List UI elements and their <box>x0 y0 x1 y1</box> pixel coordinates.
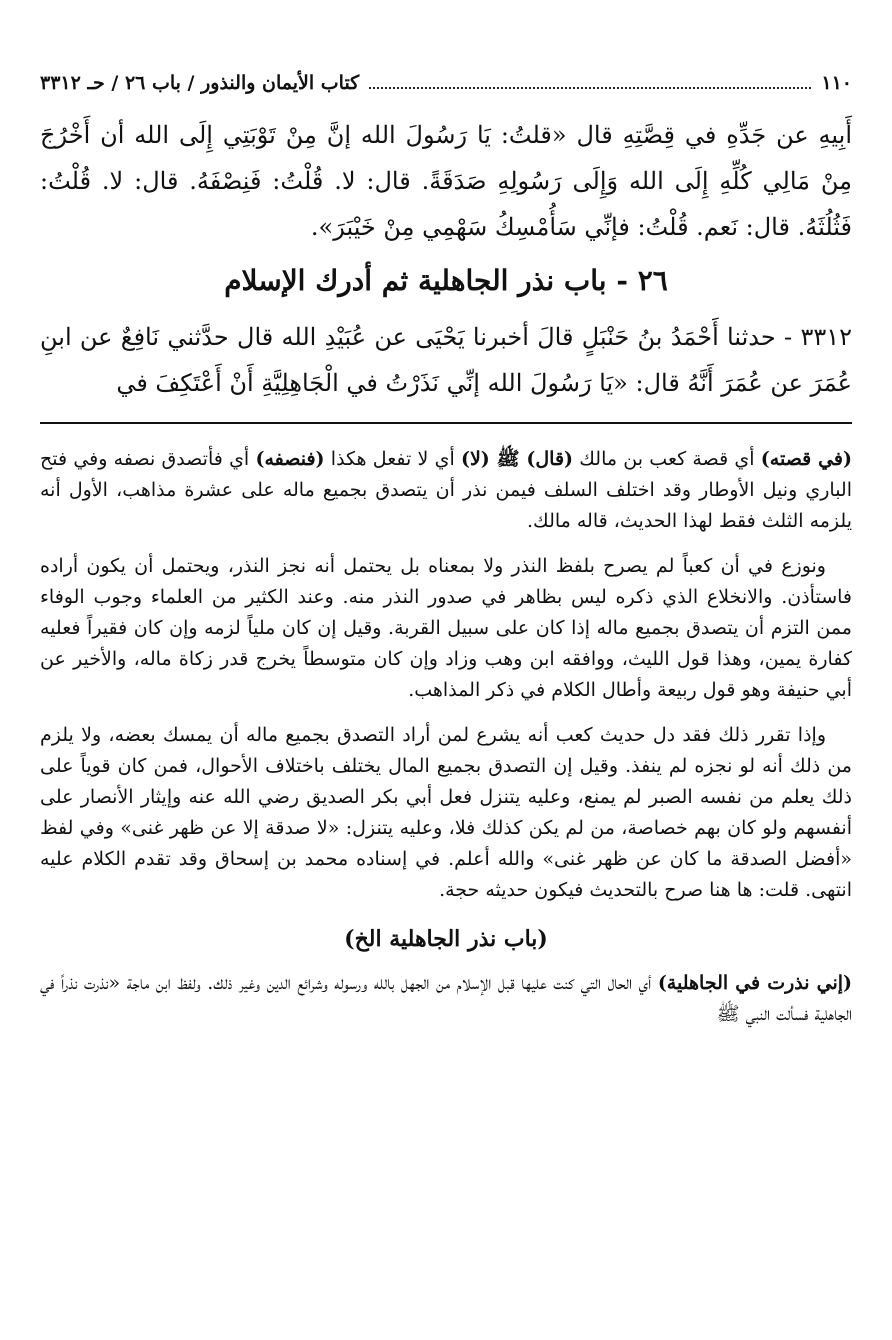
commentary-text: أي لا تفعل هكذا <box>324 448 461 470</box>
commentary-subheading: (باب نذر الجاهلية الخ) <box>344 926 548 952</box>
commentary-paragraph-2: ونوزع في أن كعباً لم يصرح بلفظ النذر ولا بمعناه بل يحتمل أنه نجز النذر، ويحتمل أن يكون أراده فاستأذن. والانخلاع الذي ذكره ليس بظاهر في صدور النذر منه. وعند الكثير من العلماء وجوب الوفاء ممن التزم أن يتصدق بجميع ماله إذا كان على سبيل القربة. وقيل إن كان ملياً لزمه وإن كان فقيراً فعليه كفارة يمين، وهذا قول الليث، ووافقه ابن وهب وزاد وإن كان متوسطاً يخرج قدر زكاة ماله، والأخير عن أبي حنيفة وهو قول ربيعة وأطال الكلام في ذكر المذاهب. <box>40 555 852 701</box>
lemma-qala-la: (قال) ﷺ (لا) <box>460 448 574 470</box>
hadith-text: ٣٣١٢ - حدثنا أَحْمَدُ بنُ حَنْبَلٍ قالَ أخبرنا يَحْيَى عن عُبَيْدِ الله قال حدَّثني نَافِعٌ عن ابنِ عُمَرَ عن عُمَرَ أَنَّهُ قال: «يَا رَسُولَ الله إنِّي نَذَرْتُ في الْجَاهِلِيَّةِ أَنْ أَعْتَكِفَ في <box>40 323 852 397</box>
book-reference: كتاب الأيمان والنذور / باب ٢٦ / حـ ٣٣١٢ <box>40 72 360 94</box>
document-page <box>40 72 852 1044</box>
commentary-text: أي فأتصدق نصفه وفي فتح الباري ونيل الأوطار وقد اختلف السلف فيمن نذر أن يتصدق بجميع ماله على عشرة مذاهب، الأول أنه يلزمه الثلث فقط لهذا الحديث، قاله مالك. <box>40 448 852 532</box>
footnote-divider <box>40 422 852 424</box>
commentary-paragraph-3: وإذا تقرر ذلك فقد دل حديث كعب أنه يشرع لمن أراد التصدق بجميع ماله أن يمسك بعضه، ولا يلزم من ذلك أنه لو نجزه لم ينفذ. وقيل إن التصدق بجميع المال يختلف باختلاف الأحوال، فمن كان قوياً على ذلك يعلم من نفسه الصبر لم يمنع، وعليه يتنزل فعل أبي بكر الصديق رضي الله عنه وإيثار الأنصار على أنفسهم ولو كان بهم خصاصة، من لم يكن كذلك فلا، وعليه يتنزل: «لا صدقة إلا عن ظهر غنى» وفي لفظ «أفضل الصدقة ما كان عن ظهر غنى» والله أعلم. في إسناده محمد بن إسحاق وقد تقدم الكلام عليه انتهى. قلت: ها هنا صرح بالتحديث فيكون حديثه حجة. <box>40 724 852 901</box>
running-header <box>40 72 852 106</box>
page-number: ١١٠ <box>821 72 852 94</box>
dotted-leader <box>369 73 811 89</box>
chapter-heading: ٢٦ - باب نذر الجاهلية ثم أدرك الإسلام <box>224 264 668 297</box>
lemma-fanisfahu: (فنصفه) <box>255 448 325 470</box>
matn-continuation: أَبِيهِ عن جَدِّهِ في قِصَّتِهِ قال «قلتُ: يَا رَسُولَ الله إنَّ مِنْ تَوْبَتِي إِلَى الله أن أَخْرُجَ مِنْ مَالِي كُلِّهِ إِلَى الله وَإِلَى رَسُولِهِ صَدَقَةً. قال: لا. قُلْتُ: فَنِصْفَهُ. قال: لا. قُلْتُ: فَثُلُثَهُ. قال: نَعم. قُلْتُ: فإنِّي سَأُمْسِكُ سَهْمِي مِنْ خَيْبَرَ». <box>40 121 853 241</box>
commentary-text: أي الحال التي كنت عليها قبل الإسلام من الجهل بالله ورسوله وشرائع الدين وغير ذلك. ولفظ ابن ماجة «نذرت نذراً في الجاهلية فسألت النبي ﷺ <box>40 972 852 1025</box>
commentary-text: أي قصة كعب بن مالك <box>573 448 761 470</box>
commentary-paragraph-1 <box>40 444 852 537</box>
commentary-paragraph-4 <box>40 968 852 1030</box>
lemma-inni-nadhartu: (إني نذرت في الجاهلية) <box>657 972 852 994</box>
lemma-fi-qissatihi: (في قصته) <box>760 448 852 470</box>
